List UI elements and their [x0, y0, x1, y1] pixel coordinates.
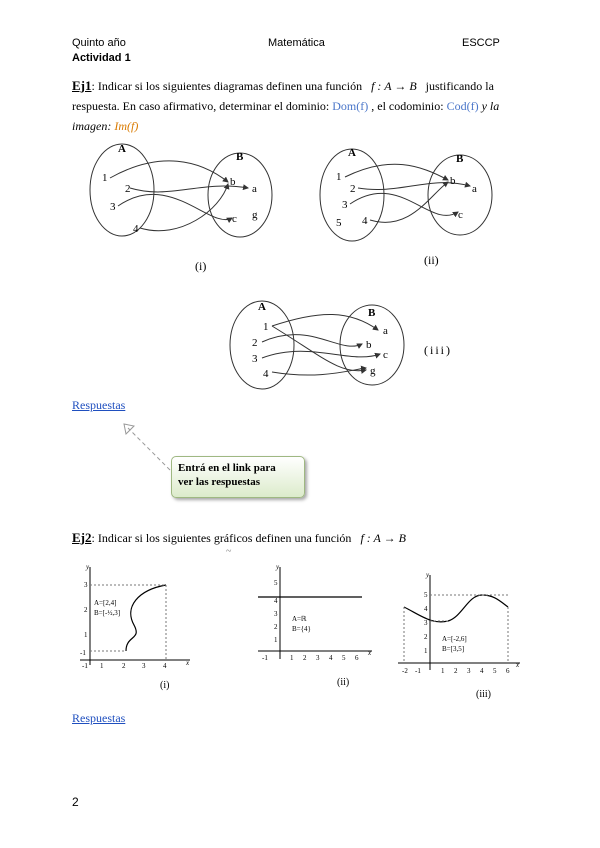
callout-note — [171, 456, 305, 498]
d1-b-b: b — [230, 176, 236, 188]
g1-xtick-m1: -1 — [82, 662, 88, 670]
g2-xtick-1: 1 — [290, 654, 294, 662]
g2-domain: A=ℝ — [292, 615, 307, 623]
g2-ytick-4: 4 — [274, 597, 278, 605]
activity-title: Actividad 1 — [72, 52, 131, 64]
domain-term: Dom(f) — [332, 99, 369, 113]
exercise-1-text-a: : Indicar si los siguientes diagramas definen una función — [91, 79, 363, 93]
d3-b-a: a — [383, 325, 388, 337]
d2-label: (ii) — [424, 253, 439, 267]
g2-label: (ii) — [337, 677, 350, 688]
d3-set-a: A — [258, 301, 266, 313]
g3-domain: A=[-2,6] — [442, 635, 467, 643]
d2-b-a: a — [472, 183, 477, 195]
d2-a-3: 3 — [342, 199, 348, 211]
exercise-2-function: f : A → B — [360, 531, 406, 545]
g1-label: (i) — [160, 680, 170, 691]
g3-ytick-5: 5 — [424, 591, 428, 599]
d1-set-b: B — [236, 151, 244, 163]
d3-b-c: c — [383, 349, 388, 361]
d1-set-a: A — [118, 143, 126, 155]
g1-x-label: x — [186, 659, 190, 667]
g2-ytick-1: 1 — [274, 636, 278, 644]
d2-a-4: 4 — [362, 215, 368, 227]
d3-a-4: 4 — [263, 368, 269, 380]
g1-xtick-4: 4 — [163, 662, 167, 670]
g1-ytick-m1: -1 — [80, 649, 86, 657]
callout-line-2: ver las respuestas — [178, 476, 261, 488]
g1-ytick-2: 2 — [84, 606, 88, 614]
g3-ytick-3: 3 — [424, 619, 428, 627]
g1-domain: A=[2,4] — [94, 599, 117, 607]
d1-b-c: c — [232, 213, 237, 225]
g3-y-label: y — [426, 571, 430, 579]
stray-tilde: ~ — [226, 546, 232, 557]
exercise-1-function: f : A → B — [371, 79, 417, 93]
header-subject: Matemática — [268, 37, 325, 49]
d2-a-2: 2 — [350, 183, 356, 195]
g3-xtick-5: 5 — [493, 667, 497, 675]
g3-codomain: B=[3,5] — [442, 645, 465, 653]
callout-line-1: Entrá en el link para — [178, 462, 276, 474]
d3-label: (iii) — [424, 343, 452, 357]
d3-set-b: B — [368, 307, 376, 319]
graph-ii — [258, 563, 372, 688]
g3-xtick-m1: -1 — [415, 667, 421, 675]
g3-x-label: x — [516, 661, 520, 669]
g3-xtick-3: 3 — [467, 667, 471, 675]
g2-xtick-3: 3 — [316, 654, 320, 662]
d2-set-a: A — [348, 147, 356, 159]
g3-xtick-4: 4 — [480, 667, 484, 675]
d3-a-1: 1 — [263, 321, 269, 333]
exercise-2-text: : Indicar si los siguientes gráficos definen una función — [91, 531, 352, 545]
d1-a-4: 4 — [133, 223, 139, 235]
d3-a-3: 3 — [252, 353, 258, 365]
d2-set-b: B — [456, 153, 464, 165]
d3-b-b: b — [366, 339, 372, 351]
exercise-2-label: Ej2 — [72, 530, 92, 545]
diagram-i — [90, 144, 272, 237]
g3-xtick-1: 1 — [441, 667, 445, 675]
g3-label: (iii) — [476, 689, 491, 700]
function-graphs — [0, 555, 600, 700]
g2-xtick-6: 6 — [355, 654, 359, 662]
page-number: 2 — [72, 795, 79, 809]
d1-label: (i) — [195, 259, 207, 273]
d1-a-2: 2 — [125, 183, 131, 195]
g3-ytick-4: 4 — [424, 605, 428, 613]
d1-b-a: a — [252, 183, 257, 195]
d2-a-1: 1 — [336, 171, 342, 183]
image-term: Im(f) — [114, 119, 139, 133]
header-school-year: Quinto año — [72, 37, 126, 49]
exercise-1-label: Ej1 — [72, 78, 92, 93]
d3-b-g: g — [370, 365, 376, 377]
g3-xtick-2: 2 — [454, 667, 458, 675]
d2-b-c: c — [458, 209, 463, 221]
g2-xtick-5: 5 — [342, 654, 346, 662]
g3-ytick-2: 2 — [424, 633, 428, 641]
header-school: ESCCP — [462, 37, 500, 49]
graph-i — [80, 563, 190, 691]
d1-a-3: 3 — [110, 201, 116, 213]
g1-xtick-3: 3 — [142, 662, 146, 670]
respuestas-link-2[interactable]: Respuestas — [72, 711, 126, 725]
g3-xtick-6: 6 — [506, 667, 510, 675]
exercise-1-text-c: , el codominio: — [368, 99, 447, 113]
g1-ytick-3: 3 — [84, 581, 88, 589]
g3-xtick-m2: -2 — [402, 667, 408, 675]
g3-ytick-1: 1 — [424, 647, 428, 655]
d3-a-2: 2 — [252, 337, 258, 349]
diagram-ii — [320, 149, 492, 241]
exercise-1-statement — [72, 76, 532, 136]
d2-b-b: b — [450, 175, 456, 187]
exercise-2-statement — [72, 528, 532, 548]
d1-b-g: g — [252, 209, 258, 221]
g1-xtick-1: 1 — [100, 662, 104, 670]
g2-ytick-2: 2 — [274, 623, 278, 631]
codomain-term: Cod(f) — [446, 99, 479, 113]
g1-codomain: B=[-½,3] — [94, 609, 121, 617]
g2-xtick-4: 4 — [329, 654, 333, 662]
graph-iii — [398, 571, 520, 700]
g2-ytick-3: 3 — [274, 610, 278, 618]
d2-a-5: 5 — [336, 217, 342, 229]
respuestas-link-1[interactable]: Respuestas — [72, 398, 126, 412]
g1-y-label: y — [86, 563, 90, 571]
g1-xtick-2: 2 — [122, 662, 126, 670]
exercise-1-text-b: justificando la respuesta. En caso afirmativo, determinar el dominio: — [72, 79, 494, 113]
g2-codomain: B={4} — [292, 625, 311, 633]
g2-xtick-m1: -1 — [262, 654, 268, 662]
exercise-1-text-d: y la imagen: — [72, 99, 500, 133]
g2-xtick-2: 2 — [303, 654, 307, 662]
g2-y-label: y — [276, 563, 280, 571]
arrow-diagrams — [0, 140, 600, 395]
g1-ytick-1: 1 — [84, 631, 88, 639]
d1-a-1: 1 — [102, 172, 108, 184]
g2-x-label: x — [368, 649, 372, 657]
g2-ytick-5: 5 — [274, 579, 278, 587]
